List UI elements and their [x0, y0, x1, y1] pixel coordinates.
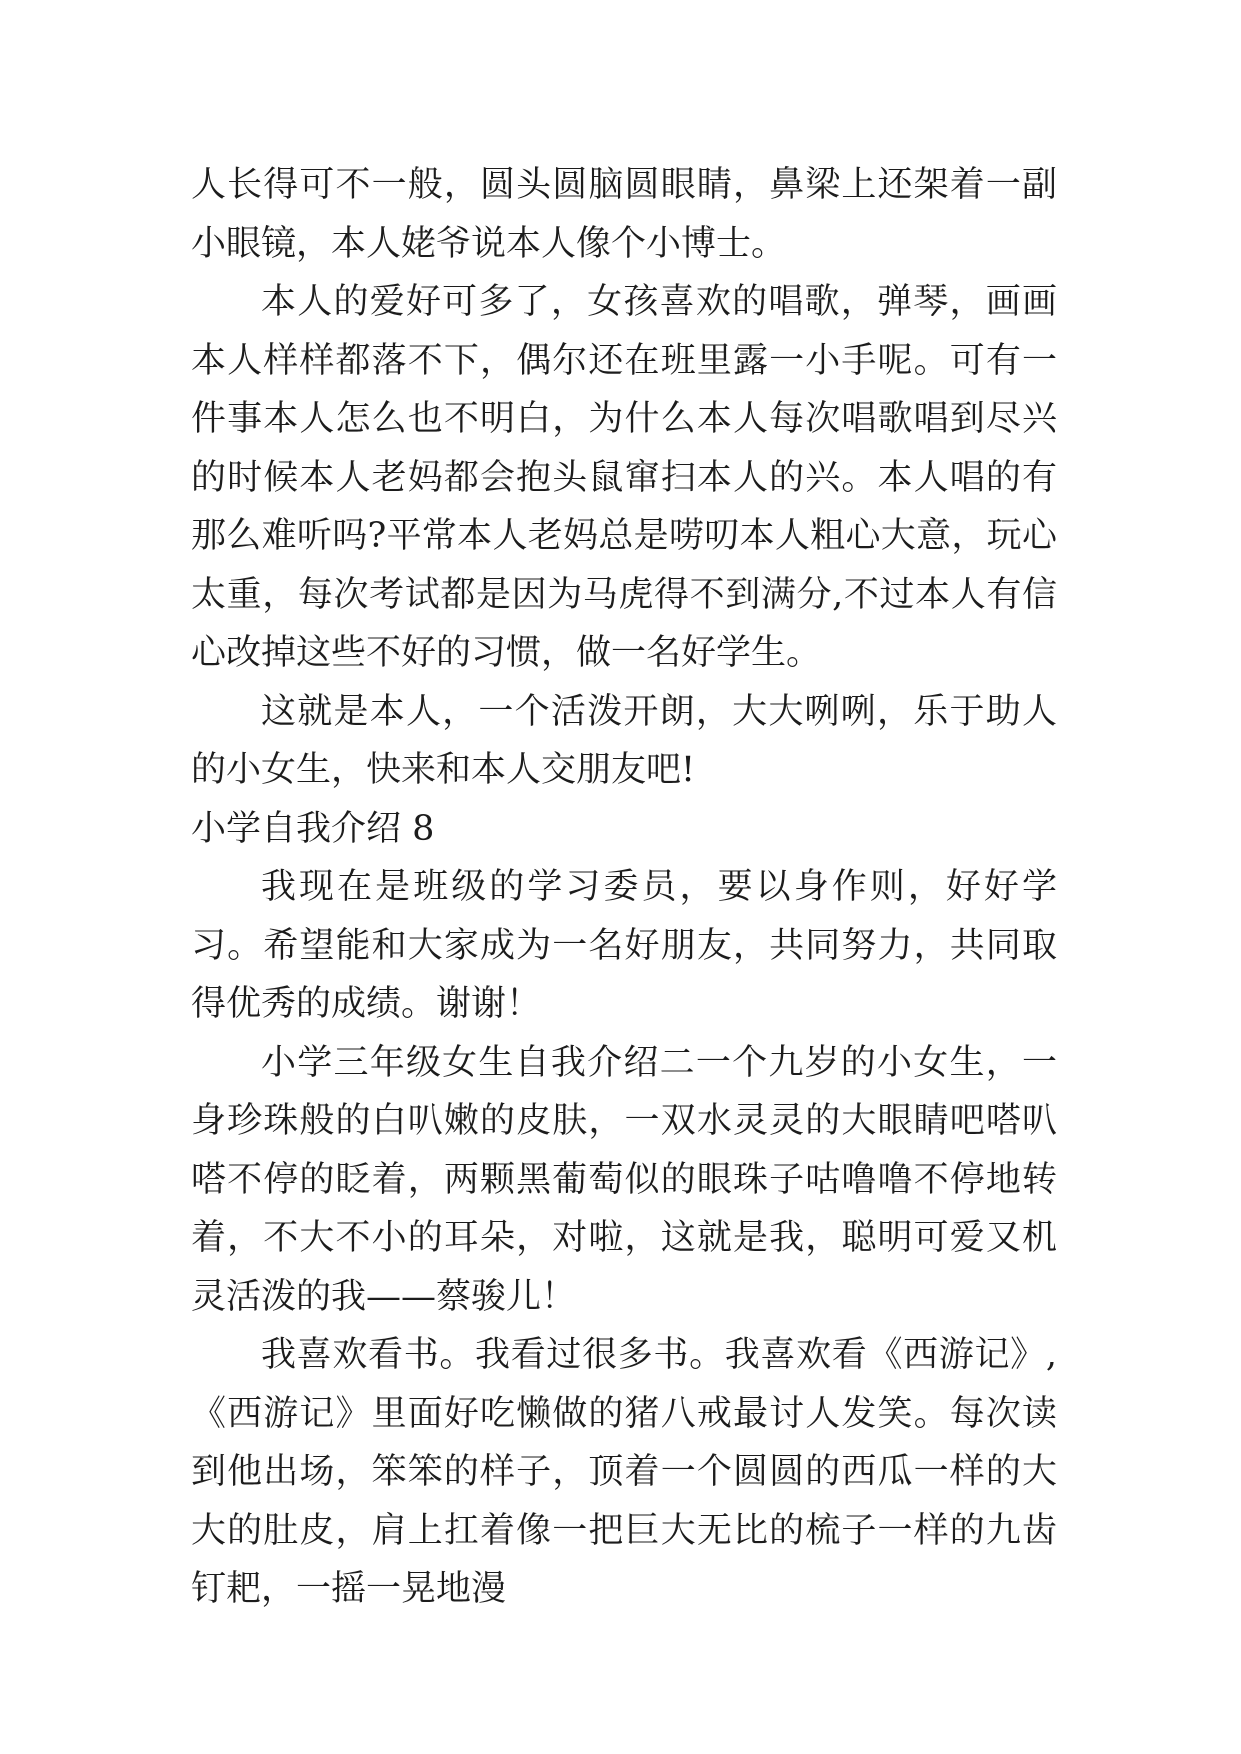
paragraph-self-description: 小学三年级女生自我介绍二一个九岁的小女生，一身珍珠般的白叭嫩的皮肤，一双水灵灵的大眼睛吧嗒叭嗒不停的眨着，两颗黑葡萄似的眼珠子咕噜噜不停地转着，不大不小的耳朵，对啦，这就是我，聪明可爱又机灵活泼的我——蔡骏儿！ — [191, 1042, 1057, 1317]
paragraph-intro-continued: 人长得可不一般，圆头圆脑圆眼睛，鼻梁上还架着一副小眼镜，本人姥爷说本人像个小博士。 — [191, 165, 1057, 264]
section-heading: 小学自我介绍 8 — [191, 808, 435, 849]
paragraph-reading: 我喜欢看书。我看过很多书。我喜欢看《西游记》,《西游记》里面好吃懒做的猪八戒最讨人发笑。每次读到他出场，笨笨的样子，顶着一个圆圆的西瓜一样的大大的肚皮，肩上扛着像一把巨大无比的梳子一样的九齿钉耙，一摇一晃地漫 — [191, 1335, 1057, 1609]
paragraph-hobbies: 本人的爱好可多了，女孩喜欢的唱歌，弹琴，画画本人样样都落不下，偶尔还在班里露一小手呢。可有一件事本人怎么也不明白，为什么本人每次唱歌唱到尽兴的时候本人老妈都会抱头鼠窜扫本人的兴。本人唱的有那么难听吗?平常本人老妈总是唠叨本人粗心大意，玩心太重，每次考试都是因为马虎得不到满分,不过本人有信心改掉这些不好的习惯，做一名好学生。 — [191, 282, 1057, 673]
paragraph-closing: 这就是本人，一个活泼开朗，大大咧咧，乐于助人的小女生，快来和本人交朋友吧! — [191, 691, 1057, 790]
document-body — [191, 156, 1057, 1619]
paragraph-study-committee: 我现在是班级的学习委员，要以身作则，好好学习。希望能和大家成为一名好朋友，共同努力，共同取得优秀的成绩。谢谢！ — [191, 867, 1057, 1024]
